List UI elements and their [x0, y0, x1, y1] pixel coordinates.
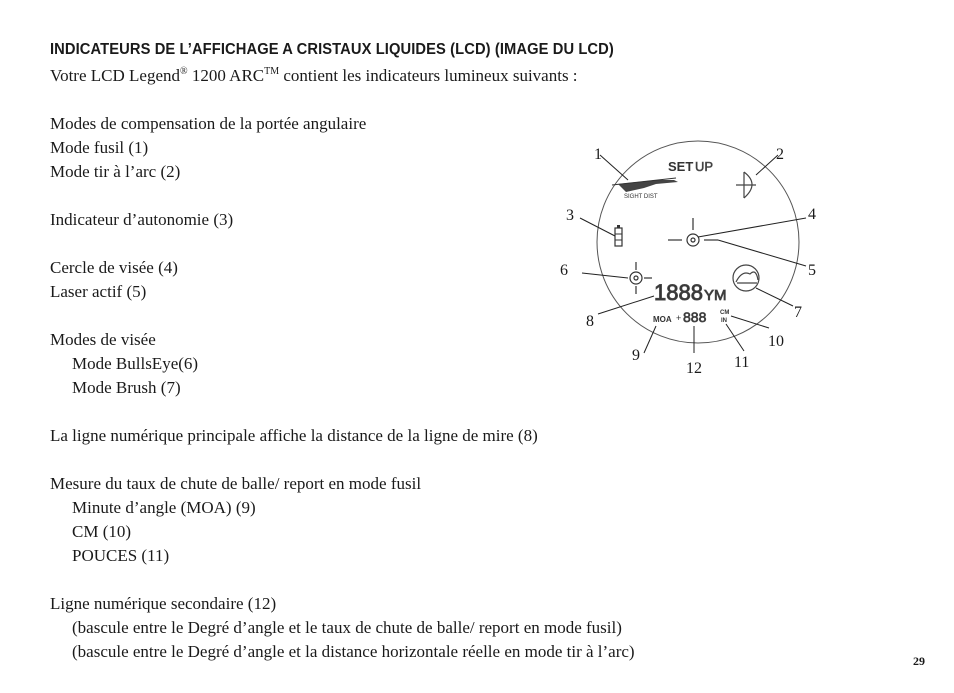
- svg-text:888: 888: [683, 309, 707, 325]
- bow-mode-line: Mode tir à l’arc (2): [50, 162, 181, 181]
- svg-text:CM: CM: [720, 310, 730, 316]
- intro-line: Votre LCD Legend® 1200 ARC™ contient les indicateurs lumineux suivants :: [50, 66, 578, 85]
- aim-circle-icon: [668, 218, 718, 246]
- setup-label: [668, 159, 713, 174]
- svg-text:+: +: [676, 313, 682, 323]
- svg-text:IN: IN: [721, 318, 727, 324]
- callout-11: 11: [734, 354, 750, 371]
- battery-indicator-line: Indicateur d’autonomie (3): [50, 210, 234, 229]
- toggle-rifle-line: (bascule entre le Degré d’angle et le taux de chute de balle/ report en mode fusil): [72, 618, 622, 637]
- bullet-drop-heading: Mesure du taux de chute de balle/ report en mode fusil: [50, 474, 422, 493]
- laser-active-line: Laser actif (5): [50, 282, 147, 301]
- callout-6: 6: [560, 262, 568, 279]
- secondary-numeric-line: Ligne numérique secondaire (12): [50, 594, 277, 613]
- aim-circle-line: Cercle de visée (4): [50, 258, 178, 277]
- callout-9: 9: [632, 347, 640, 364]
- callout-8: 8: [586, 313, 594, 330]
- svg-text:UP: UP: [695, 159, 714, 174]
- callout-1: 1: [594, 146, 602, 163]
- svg-text:YM: YM: [704, 287, 727, 304]
- svg-text:1888: 1888: [654, 280, 703, 305]
- brush-mode-line: Mode Brush (7): [72, 378, 181, 397]
- angle-compensation-heading: Modes de compensation de la portée angulaire: [50, 114, 367, 133]
- cm-line: CM (10): [72, 522, 132, 541]
- svg-text:SIGHT DIST: SIGHT DIST: [624, 194, 658, 200]
- svg-text:MOA: MOA: [653, 315, 672, 324]
- callout-3: 3: [566, 207, 574, 224]
- toggle-bow-line: (bascule entre le Degré d’angle et la distance horizontale réelle en mode tir à l’arc): [72, 642, 635, 661]
- callout-5: 5: [808, 262, 816, 279]
- page-title: INDICATEURS DE L’AFFICHAGE A CRISTAUX LIQUIDES (LCD) (IMAGE DU LCD): [50, 41, 614, 58]
- secondary-line: [653, 309, 729, 325]
- rifle-icon: [612, 178, 678, 200]
- rifle-mode-line: Mode fusil (1): [50, 138, 149, 157]
- callout-12: 12: [686, 360, 702, 377]
- aim-modes-heading: Modes de visée: [50, 330, 156, 349]
- callout-7: 7: [794, 304, 802, 321]
- brush-icon: [733, 265, 759, 291]
- callout-4: 4: [808, 206, 816, 223]
- moa-line: Minute d’angle (MOA) (9): [72, 498, 256, 517]
- bullseye-icon: [630, 262, 652, 294]
- svg-text:SET: SET: [668, 159, 694, 174]
- bow-icon: [736, 172, 756, 198]
- callout-2: 2: [776, 146, 784, 163]
- lcd-diagram: [556, 138, 826, 383]
- page-number: 29: [913, 654, 925, 668]
- battery-icon: [615, 225, 622, 246]
- bullseye-mode-line: Mode BullsEye(6): [72, 354, 199, 373]
- callout-10: 10: [768, 333, 784, 350]
- main-numeric-line: La ligne numérique principale affiche la distance de la ligne de mire (8): [50, 426, 538, 445]
- main-digit-display: [654, 280, 727, 305]
- inches-line: POUCES (11): [72, 546, 170, 565]
